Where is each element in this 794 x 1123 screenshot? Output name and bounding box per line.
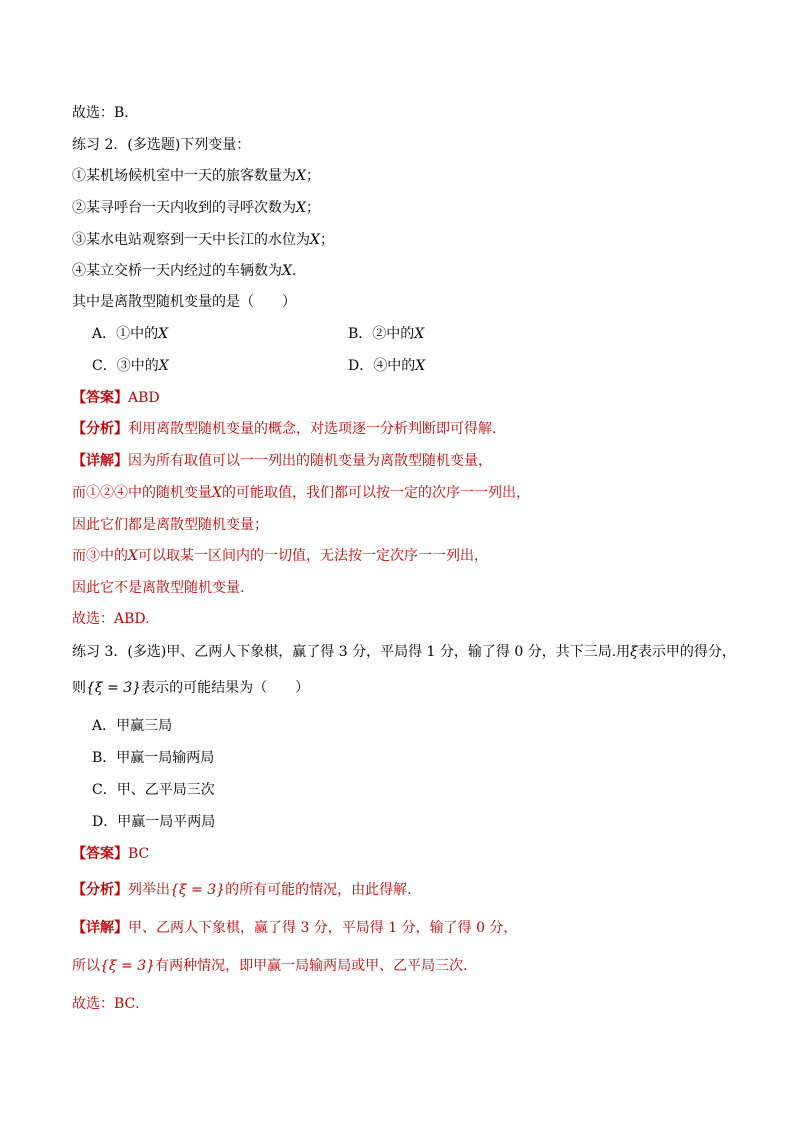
ex2-title: 练习 2．(多选题)下列变量： [72,137,251,153]
analysis-tag: 【分析】 [72,882,128,898]
ex2-item-3 [72,230,334,250]
variable-x: X [212,485,222,501]
ex3-option-b: B．甲赢一局输两局 [92,750,215,766]
ex2-item-1 [72,166,320,186]
variable-x: X [415,358,426,374]
ex3-option-d: D．甲赢一局平两局 [92,814,216,830]
ex2-option-d [348,356,425,376]
variable-x: X [296,200,306,216]
variable-x: X [296,168,306,184]
detail-text: 有两种情况，即甲赢一局输两局或甲、乙平局三次． [155,958,478,974]
detail-text: 而③中的 [72,548,128,564]
ex2-item-text: ①某机场候机室中一天的旅客数量为 [72,168,296,184]
detail-text: 可以取某一区间内的一切值，无法按一定次序一一列出， [137,548,488,564]
ex3-detail-1 [72,918,517,938]
ex2-item-suffix: ； [305,168,320,184]
ex2-detail-3: 因此它们都是离散型随机变量； [72,517,268,533]
ex3-answer [72,844,149,864]
ex3-result: 故选：BC． [72,996,150,1012]
ex3-question-text: 表示的可能结果为（ ） [141,680,310,696]
ex2-item-suffix: ； [319,232,334,248]
ex2-question: 其中是离散型随机变量的是（ ） [72,294,296,310]
option-label: D．④中的 [348,358,416,374]
ex2-analysis [72,419,496,439]
option-label: C．③中的 [92,358,159,374]
ex2-option-c [92,356,169,376]
ex3-title-text: 表示甲的得分， [637,644,736,660]
variable-x: X [158,358,169,374]
ex2-item-text: ④某立交桥一天内经过的车辆数为 [72,263,282,279]
ex2-item-text: ②某寻呼台一天内收到的寻呼次数为 [72,200,296,216]
ex3-option-c: C．甲、乙平局三次 [92,782,215,798]
analysis-text: 利用离散型随机变量的概念，对选项逐一分析判断即可得解. [128,421,497,437]
ex1-result: 故选：B． [72,105,139,121]
ex3-question [72,678,309,698]
ex3-analysis [72,880,412,900]
detail-text: 因为所有取值可以一一列出的随机变量为离散型随机变量， [128,453,492,469]
ex2-item-text: ③某水电站观察到一天中长江的水位为 [72,232,310,248]
variable-x: X [128,548,138,564]
ex3-detail-2 [72,956,477,976]
answer-tag: 【答案】 [72,846,128,862]
answer-tag: 【答案】 [72,390,128,406]
ex2-detail-2 [72,483,530,503]
ex2-item-suffix: ； [305,200,320,216]
detail-tag: 【详解】 [72,453,128,469]
ex3-title-text: 练习 3．(多选)甲、乙两人下象棋，赢了得 3 分，平局得 1 分，输了得 0 分，共下三局.用 [72,644,631,660]
ex2-option-a [92,324,168,344]
ex2-result: 故选：ABD. [72,611,150,627]
ex3-title [72,642,736,662]
ex2-option-b [348,324,424,344]
variable-x: X [414,326,425,342]
ex2-item-4 [72,261,296,281]
analysis-text: 的所有可能的情况，由此得解. [225,882,412,898]
detail-text: 所以 [72,958,100,974]
variable-x: X [282,263,292,279]
set-expression: {ξ = 3} [100,958,156,974]
detail-text: 的可能取值，我们都可以按一定的次序一一列出， [221,485,530,501]
variable-x: X [158,326,169,342]
option-label: B．②中的 [348,326,415,342]
set-expression: {ξ = 3} [86,680,142,696]
ex2-detail-5: 因此它不是离散型随机变量. [72,580,245,596]
analysis-tag: 【分析】 [72,421,128,437]
detail-text: 甲、乙两人下象棋，赢了得 3 分，平局得 1 分，输了得 0 分， [128,920,518,936]
detail-tag: 【详解】 [72,920,128,936]
ex2-answer [72,388,160,408]
ex3-question-text: 则 [72,680,86,696]
answer-value: ABD [128,390,160,406]
variable-xi: ξ [630,644,638,660]
ex3-option-a: A．甲赢三局 [92,718,173,734]
ex2-item-suffix: . [291,263,297,279]
set-expression: {ξ = 3} [170,882,226,898]
ex2-detail-1 [72,451,492,471]
ex2-item-2 [72,198,320,218]
answer-value: BC [128,846,150,862]
analysis-text: 列举出 [128,882,170,898]
ex2-detail-4 [72,546,488,566]
option-label: A．①中的 [92,326,159,342]
detail-text: 而①②④中的随机变量 [72,485,212,501]
variable-x: X [310,232,320,248]
